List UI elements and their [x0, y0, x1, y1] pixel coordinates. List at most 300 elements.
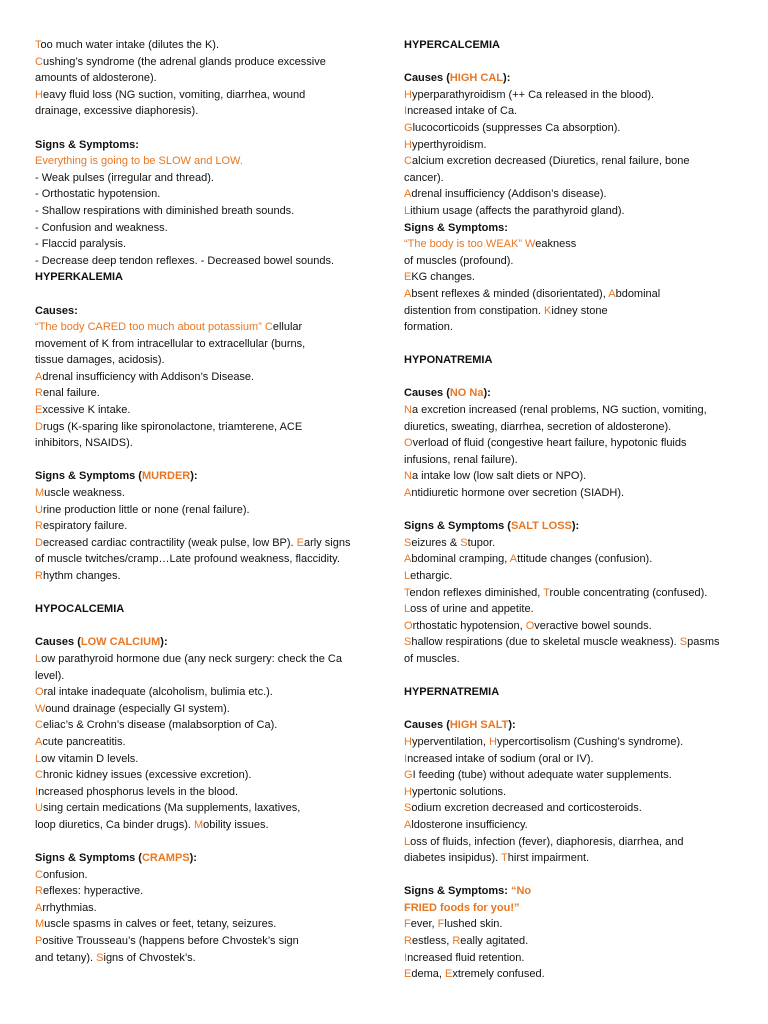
text-span: hronic kidney issues (excessive excretion).: [42, 769, 252, 782]
text-span: ithium usage (affects the parathyroid gland).: [410, 204, 625, 217]
text-span: loop diuretics, Ca binder drugs).: [35, 818, 194, 831]
text-line: [404, 834, 744, 851]
highlight-text: R: [404, 935, 412, 948]
text-line: [404, 634, 744, 651]
text-span: ):: [189, 852, 197, 865]
text-line: [35, 568, 355, 585]
text-line: [35, 551, 355, 568]
text-span: drenal insufficiency with Addison’s Disease.: [42, 370, 255, 383]
text-span: ncreased intake of Ca.: [407, 105, 518, 118]
section-heading: [404, 352, 744, 369]
section-heading: [404, 717, 744, 734]
highlight-text: T: [404, 586, 410, 599]
highlight-text: NO Na: [449, 387, 484, 400]
text-span: veractive bowel sounds.: [534, 619, 652, 632]
text-span: xtremely confused.: [452, 968, 545, 981]
highlight-text: A: [35, 370, 43, 383]
highlight-text: F: [404, 918, 411, 931]
highlight-text: U: [35, 503, 43, 516]
text-line: [35, 933, 355, 950]
text-span: uscle spasms in calves or feet, tetany, seizures.: [44, 918, 277, 931]
highlight-text: S: [96, 951, 104, 964]
text-line: [35, 319, 355, 336]
highlight-text: N: [404, 470, 412, 483]
highlight-text: I: [404, 951, 408, 964]
highlight-text: “No: [510, 885, 532, 898]
text-line: [404, 269, 744, 286]
highlight-text: P: [35, 935, 43, 948]
highlight-text: A: [608, 287, 616, 300]
text-span: obility issues.: [203, 818, 269, 831]
highlight-text: Everything is going to be SLOW and LOW.: [35, 155, 243, 168]
section-heading: [404, 37, 744, 54]
text-line: [35, 668, 355, 685]
text-span: eliac’s & Crohn’s disease (malabsorption of Ca).: [42, 719, 278, 732]
text-span: HYPONATREMIA: [404, 354, 493, 367]
highlight-text: SALT LOSS: [510, 520, 572, 533]
text-line: [404, 402, 744, 419]
right-column: [404, 37, 744, 983]
text-span: Causes:: [35, 304, 78, 317]
text-span: diaphoresis, diarrhea, and: [556, 835, 684, 848]
section-heading: [404, 70, 744, 87]
section-heading: [35, 137, 355, 154]
text-line: [35, 54, 355, 71]
text-span: pasms: [687, 636, 720, 649]
text-span: inhibitors, NSAIDS).: [35, 437, 133, 450]
text-line: [404, 319, 744, 336]
text-span: xcessive K intake.: [42, 404, 131, 417]
text-span: of muscles (profound).: [404, 254, 514, 267]
text-span: eflexes: hyperactive.: [42, 885, 144, 898]
text-line: [35, 784, 355, 801]
highlight-text: G: [404, 769, 413, 782]
spacer: [404, 336, 744, 353]
text-span: dema,: [411, 968, 445, 981]
text-line: [35, 435, 355, 452]
text-span: HYPERCALCEMIA: [404, 39, 500, 51]
highlight-text: O: [404, 619, 413, 632]
spacer: [35, 585, 355, 602]
highlight-text: “The body is too WEAK”: [404, 238, 526, 251]
spacer: [404, 701, 744, 718]
highlight-text: H: [489, 735, 497, 748]
highlight-text: M: [35, 487, 45, 500]
text-span: Signs & Symptoms (: [35, 852, 142, 865]
text-span: of muscle twitches/cramp…Late profound weakness, flaccidity.: [35, 553, 340, 566]
highlight-text: U: [35, 802, 43, 815]
highlight-text: E: [296, 536, 305, 549]
text-span: Causes (: [404, 387, 450, 400]
text-line: [404, 568, 744, 585]
text-span: yperventilation,: [411, 735, 489, 748]
text-span: drainage, excessive diaphoresis).: [35, 105, 199, 118]
highlight-text: A: [35, 901, 43, 914]
text-span: rugs (K-sparing like spironolactone, triamterene, ACE: [42, 420, 303, 433]
section-heading: [35, 850, 355, 867]
text-line: [404, 784, 744, 801]
text-span: hirst impairment.: [507, 852, 590, 865]
text-span: tupor.: [467, 536, 496, 549]
text-span: ncreased fluid retention.: [407, 951, 525, 964]
text-line: [404, 186, 744, 203]
section-heading: [35, 269, 355, 286]
section-heading: [35, 303, 355, 320]
text-line: [35, 253, 355, 270]
highlight-text: L: [404, 204, 411, 217]
highlight-text: T: [543, 586, 550, 599]
text-line: [35, 950, 355, 967]
text-span: ntidiuretic hormone over secretion (SIADH).: [411, 487, 625, 500]
text-span: tissue damages, acidosis).: [35, 354, 165, 367]
text-span: HYPERNATREMIA: [404, 686, 500, 699]
text-span: ypertonic solutions.: [411, 785, 507, 798]
highlight-text: MURDER: [141, 470, 191, 483]
text-span: yperthyroidism.: [411, 138, 487, 151]
text-line: [35, 37, 355, 54]
highlight-text: O: [525, 619, 535, 632]
highlight-text: E: [444, 968, 453, 981]
text-span: ):: [508, 719, 516, 732]
text-span: ow parathyroid hormone due (any neck surgery: check the Ca: [41, 652, 342, 665]
highlight-text: R: [35, 885, 43, 898]
highlight-text: “The body CARED too much about potassium”: [35, 321, 265, 334]
spacer: [35, 286, 355, 303]
highlight-text: M: [35, 918, 45, 931]
text-line: [35, 751, 355, 768]
text-line: [35, 186, 355, 203]
section-heading: [404, 518, 744, 535]
highlight-text: R: [35, 520, 43, 533]
text-span: espiratory failure.: [42, 520, 128, 533]
text-span: rine production little or none (renal failure).: [42, 503, 250, 516]
highlight-text: H: [35, 88, 43, 101]
text-span: oss of urine and appetite.: [410, 603, 534, 616]
text-line: [35, 369, 355, 386]
highlight-text: L: [404, 570, 411, 582]
text-span: diuretics, sweating, diarrhea,: [404, 420, 548, 433]
text-span: drenal insufficiency (Addison’s disease).: [411, 188, 607, 201]
text-span: endon reflexes diminished,: [409, 586, 544, 599]
text-line: [35, 518, 355, 535]
text-span: hythm changes.: [42, 570, 121, 582]
text-line: [404, 103, 744, 120]
highlight-text: I: [404, 752, 408, 765]
text-line: [35, 87, 355, 104]
highlight-text: E: [404, 968, 412, 981]
highlight-text: O: [404, 437, 413, 450]
text-span: - Weak pulses (irregular and thread).: [35, 171, 214, 184]
spacer: [35, 120, 355, 137]
text-span: Causes (: [404, 719, 450, 732]
spacer: [404, 54, 744, 71]
text-span: arly signs: [304, 536, 351, 549]
highlight-text: S: [460, 536, 468, 549]
text-line: [404, 236, 744, 253]
text-span: Causes (: [35, 636, 81, 649]
section-heading: [35, 468, 355, 485]
text-line: [404, 817, 744, 834]
highlight-text: R: [452, 935, 461, 948]
highlight-text: S: [404, 802, 412, 815]
text-span: oss of fluids, infection (fever),: [410, 835, 557, 848]
text-span: lucocorticoids (suppresses Ca absorption).: [412, 121, 621, 134]
text-span: ral intake inadequate (alcoholism, bulimia etc.).: [43, 686, 273, 699]
text-line: [404, 916, 744, 933]
text-line: [404, 551, 744, 568]
text-span: bdominal: [615, 287, 661, 300]
text-line: [404, 137, 744, 154]
text-span: distention from constipation.: [404, 304, 545, 317]
spacer: [404, 502, 744, 519]
highlight-text: E: [35, 404, 43, 417]
text-span: Signs & Symptoms (: [404, 520, 511, 533]
text-span: estless,: [411, 935, 453, 948]
highlight-text: G: [404, 121, 413, 134]
text-span: KG changes.: [411, 271, 475, 284]
text-span: eavy fluid loss (NG suction, vomiting, diarrhea, wound: [42, 88, 306, 101]
text-span: movement of K from intracellular to extracellular (burns,: [35, 337, 306, 350]
text-span: odium excretion decreased and corticosteroids.: [411, 802, 642, 815]
highlight-text: I: [404, 105, 408, 118]
text-line: [404, 950, 744, 967]
highlight-text: A: [404, 487, 412, 500]
text-span: ositive Trousseau’s (happens before Chvostek’s sign: [42, 935, 299, 948]
text-span: HYPERKALEMIA: [35, 271, 124, 284]
text-line: [404, 253, 744, 270]
highlight-text: K: [544, 304, 552, 317]
text-line: [35, 485, 355, 502]
text-line: [404, 485, 744, 502]
highlight-text: C: [264, 321, 273, 334]
text-line: [35, 419, 355, 436]
text-span: eally agitated.: [460, 935, 529, 948]
text-line: [35, 203, 355, 220]
text-line: [404, 303, 744, 320]
text-span: ypercortisolism (Cushing’s syndrome).: [496, 735, 684, 748]
section-heading: [404, 684, 744, 701]
left-column: [35, 37, 355, 966]
section-heading: [404, 385, 744, 402]
text-span: and tetany).: [35, 951, 97, 964]
highlight-text: S: [404, 636, 412, 649]
section-heading: [404, 883, 744, 900]
text-line: [35, 385, 355, 402]
text-span: ncreased intake of sodium (oral or IV).: [407, 752, 594, 765]
highlight-text: L: [404, 603, 411, 616]
text-span: eakness: [535, 238, 577, 251]
text-line: [404, 435, 744, 452]
highlight-text: A: [404, 818, 412, 831]
text-span: cute pancreatitis.: [42, 735, 126, 748]
text-line: [404, 850, 744, 867]
text-span: ):: [190, 470, 198, 483]
text-line: [35, 402, 355, 419]
spacer: [404, 867, 744, 884]
highlight-text: N: [404, 404, 412, 417]
text-span: amounts of aldosterone).: [35, 72, 157, 85]
text-line: [404, 170, 744, 187]
text-line: [404, 651, 744, 668]
spacer: [35, 452, 355, 469]
text-line: [35, 900, 355, 917]
text-span: alcium excretion decreased (Diuretics, renal failure, bone: [411, 155, 690, 168]
text-line: [35, 767, 355, 784]
text-span: ecreased cardiac contractility (weak pulse, low BP).: [42, 536, 297, 549]
text-line: [404, 452, 744, 469]
text-span: formation.: [404, 321, 453, 334]
text-span: eizures &: [411, 536, 461, 549]
text-line: [35, 236, 355, 253]
text-line: [35, 153, 355, 170]
text-span: HYPOCALCEMIA: [35, 603, 125, 616]
spacer: [35, 618, 355, 635]
highlight-text: D: [35, 420, 43, 433]
section-heading: [35, 634, 355, 651]
text-span: level).: [35, 669, 65, 682]
text-span: enal failure.: [42, 387, 100, 400]
text-span: idney stone: [551, 304, 608, 317]
text-line: [404, 468, 744, 485]
text-line: [35, 535, 355, 552]
highlight-text: A: [404, 287, 412, 300]
text-span: ow vitamin D levels.: [41, 752, 139, 765]
text-span: ):: [571, 520, 580, 533]
text-span: Causes (: [404, 72, 450, 85]
highlight-text: S: [404, 536, 412, 549]
text-span: - Orthostatic hypotension.: [35, 188, 161, 201]
text-line: [404, 585, 744, 602]
text-line: [35, 70, 355, 87]
text-span: yperparathyroidism (++ Ca released in the blood).: [411, 88, 655, 101]
section-heading: [404, 220, 744, 237]
text-span: diabetes insipidus).: [404, 852, 502, 865]
text-span: verload of fluid (congestive heart failure, hypotonic fluids: [412, 437, 687, 450]
text-span: rouble concentrating (confused).: [549, 586, 708, 599]
text-line: [404, 751, 744, 768]
text-span: ushing’s syndrome (the adrenal glands produce excessive: [42, 55, 326, 68]
text-span: ttitude changes (confusion).: [517, 553, 653, 566]
text-line: [35, 701, 355, 718]
highlight-text: F: [437, 918, 445, 931]
highlight-text: H: [404, 785, 412, 798]
text-line: [404, 767, 744, 784]
text-span: ncreased phosphorus levels in the blood.: [38, 785, 239, 798]
text-span: - Confusion and weakness.: [35, 221, 168, 234]
text-line: [404, 933, 744, 950]
text-span: ldosterone insufficiency.: [411, 818, 528, 831]
highlight-text: CRAMPS: [141, 852, 190, 865]
text-line: [404, 153, 744, 170]
text-span: bdominal cramping,: [411, 553, 510, 566]
highlight-text: C: [404, 155, 412, 168]
text-line: [35, 352, 355, 369]
highlight-text: A: [404, 553, 412, 566]
text-span: secretion of aldosterone).: [547, 420, 672, 433]
text-span: ):: [503, 72, 511, 85]
highlight-text: HIGH CAL: [449, 72, 504, 85]
text-span: ever,: [410, 918, 438, 931]
text-span: hallow respirations (due to skeletal muscle weakness).: [411, 636, 680, 649]
highlight-text: R: [35, 570, 43, 582]
spacer: [35, 834, 355, 851]
highlight-text: I: [35, 785, 39, 798]
text-span: sing certain medications (Ma supplements, laxatives,: [42, 802, 301, 815]
text-span: a excretion increased (renal problems, NG suction, vomiting,: [411, 404, 707, 417]
highlight-text: M: [193, 818, 204, 831]
text-span: lushed skin.: [444, 918, 503, 931]
text-line: [404, 966, 744, 983]
highlight-text: C: [35, 719, 43, 732]
text-span: Signs & Symptoms (: [35, 470, 142, 483]
highlight-text: C: [35, 868, 43, 881]
text-span: - Shallow respirations with diminished breath sounds.: [35, 204, 295, 217]
text-span: cancer).: [404, 171, 444, 184]
text-line: [404, 419, 744, 436]
text-line: [404, 87, 744, 104]
highlight-text: D: [35, 536, 43, 549]
text-line: [404, 800, 744, 817]
text-line: [35, 684, 355, 701]
highlight-text: H: [404, 88, 412, 101]
text-span: ethargic.: [410, 570, 453, 582]
highlight-text: LOW CALCIUM: [80, 636, 161, 649]
highlight-text: T: [35, 39, 41, 51]
highlight-text: C: [35, 769, 43, 782]
highlight-text: L: [35, 752, 42, 765]
text-line: [404, 734, 744, 751]
text-span: infusions, renal failure).: [404, 453, 518, 466]
text-line: [404, 203, 744, 220]
text-span: Signs & Symptoms:: [35, 138, 139, 151]
spacer: [404, 668, 744, 685]
highlight-text: T: [501, 852, 508, 865]
highlight-text: H: [404, 138, 412, 151]
text-span: ):: [160, 636, 168, 649]
text-span: onfusion.: [42, 868, 88, 881]
text-span: I feeding (tube) without adequate water supplements.: [412, 769, 672, 782]
text-line: [35, 867, 355, 884]
text-line: [404, 535, 744, 552]
highlight-text: O: [35, 686, 44, 699]
text-line: [35, 883, 355, 900]
section-heading: [35, 601, 355, 618]
text-line: [35, 734, 355, 751]
text-span: ):: [483, 387, 491, 400]
text-line: [35, 220, 355, 237]
highlight-text: S: [679, 636, 688, 649]
text-line: [35, 916, 355, 933]
text-span: ellular: [272, 321, 303, 334]
spacer: [404, 369, 744, 386]
text-span: rrhythmias.: [42, 901, 97, 914]
text-line: [35, 717, 355, 734]
highlight-text: C: [35, 55, 43, 68]
highlight-text: A: [35, 735, 43, 748]
highlight-text: FRIED foods for you!”: [404, 901, 520, 914]
text-line: [404, 286, 744, 303]
section-heading: [404, 900, 744, 917]
text-line: [35, 336, 355, 353]
text-span: ound drainage (especially GI system).: [45, 702, 230, 715]
text-line: [35, 502, 355, 519]
highlight-text: HIGH SALT: [449, 719, 509, 732]
text-span: bsent reflexes & minded (disorientated),: [411, 287, 609, 300]
highlight-text: R: [35, 387, 43, 400]
text-span: Signs & Symptoms:: [404, 221, 508, 234]
highlight-text: L: [404, 835, 411, 848]
text-line: [404, 601, 744, 618]
